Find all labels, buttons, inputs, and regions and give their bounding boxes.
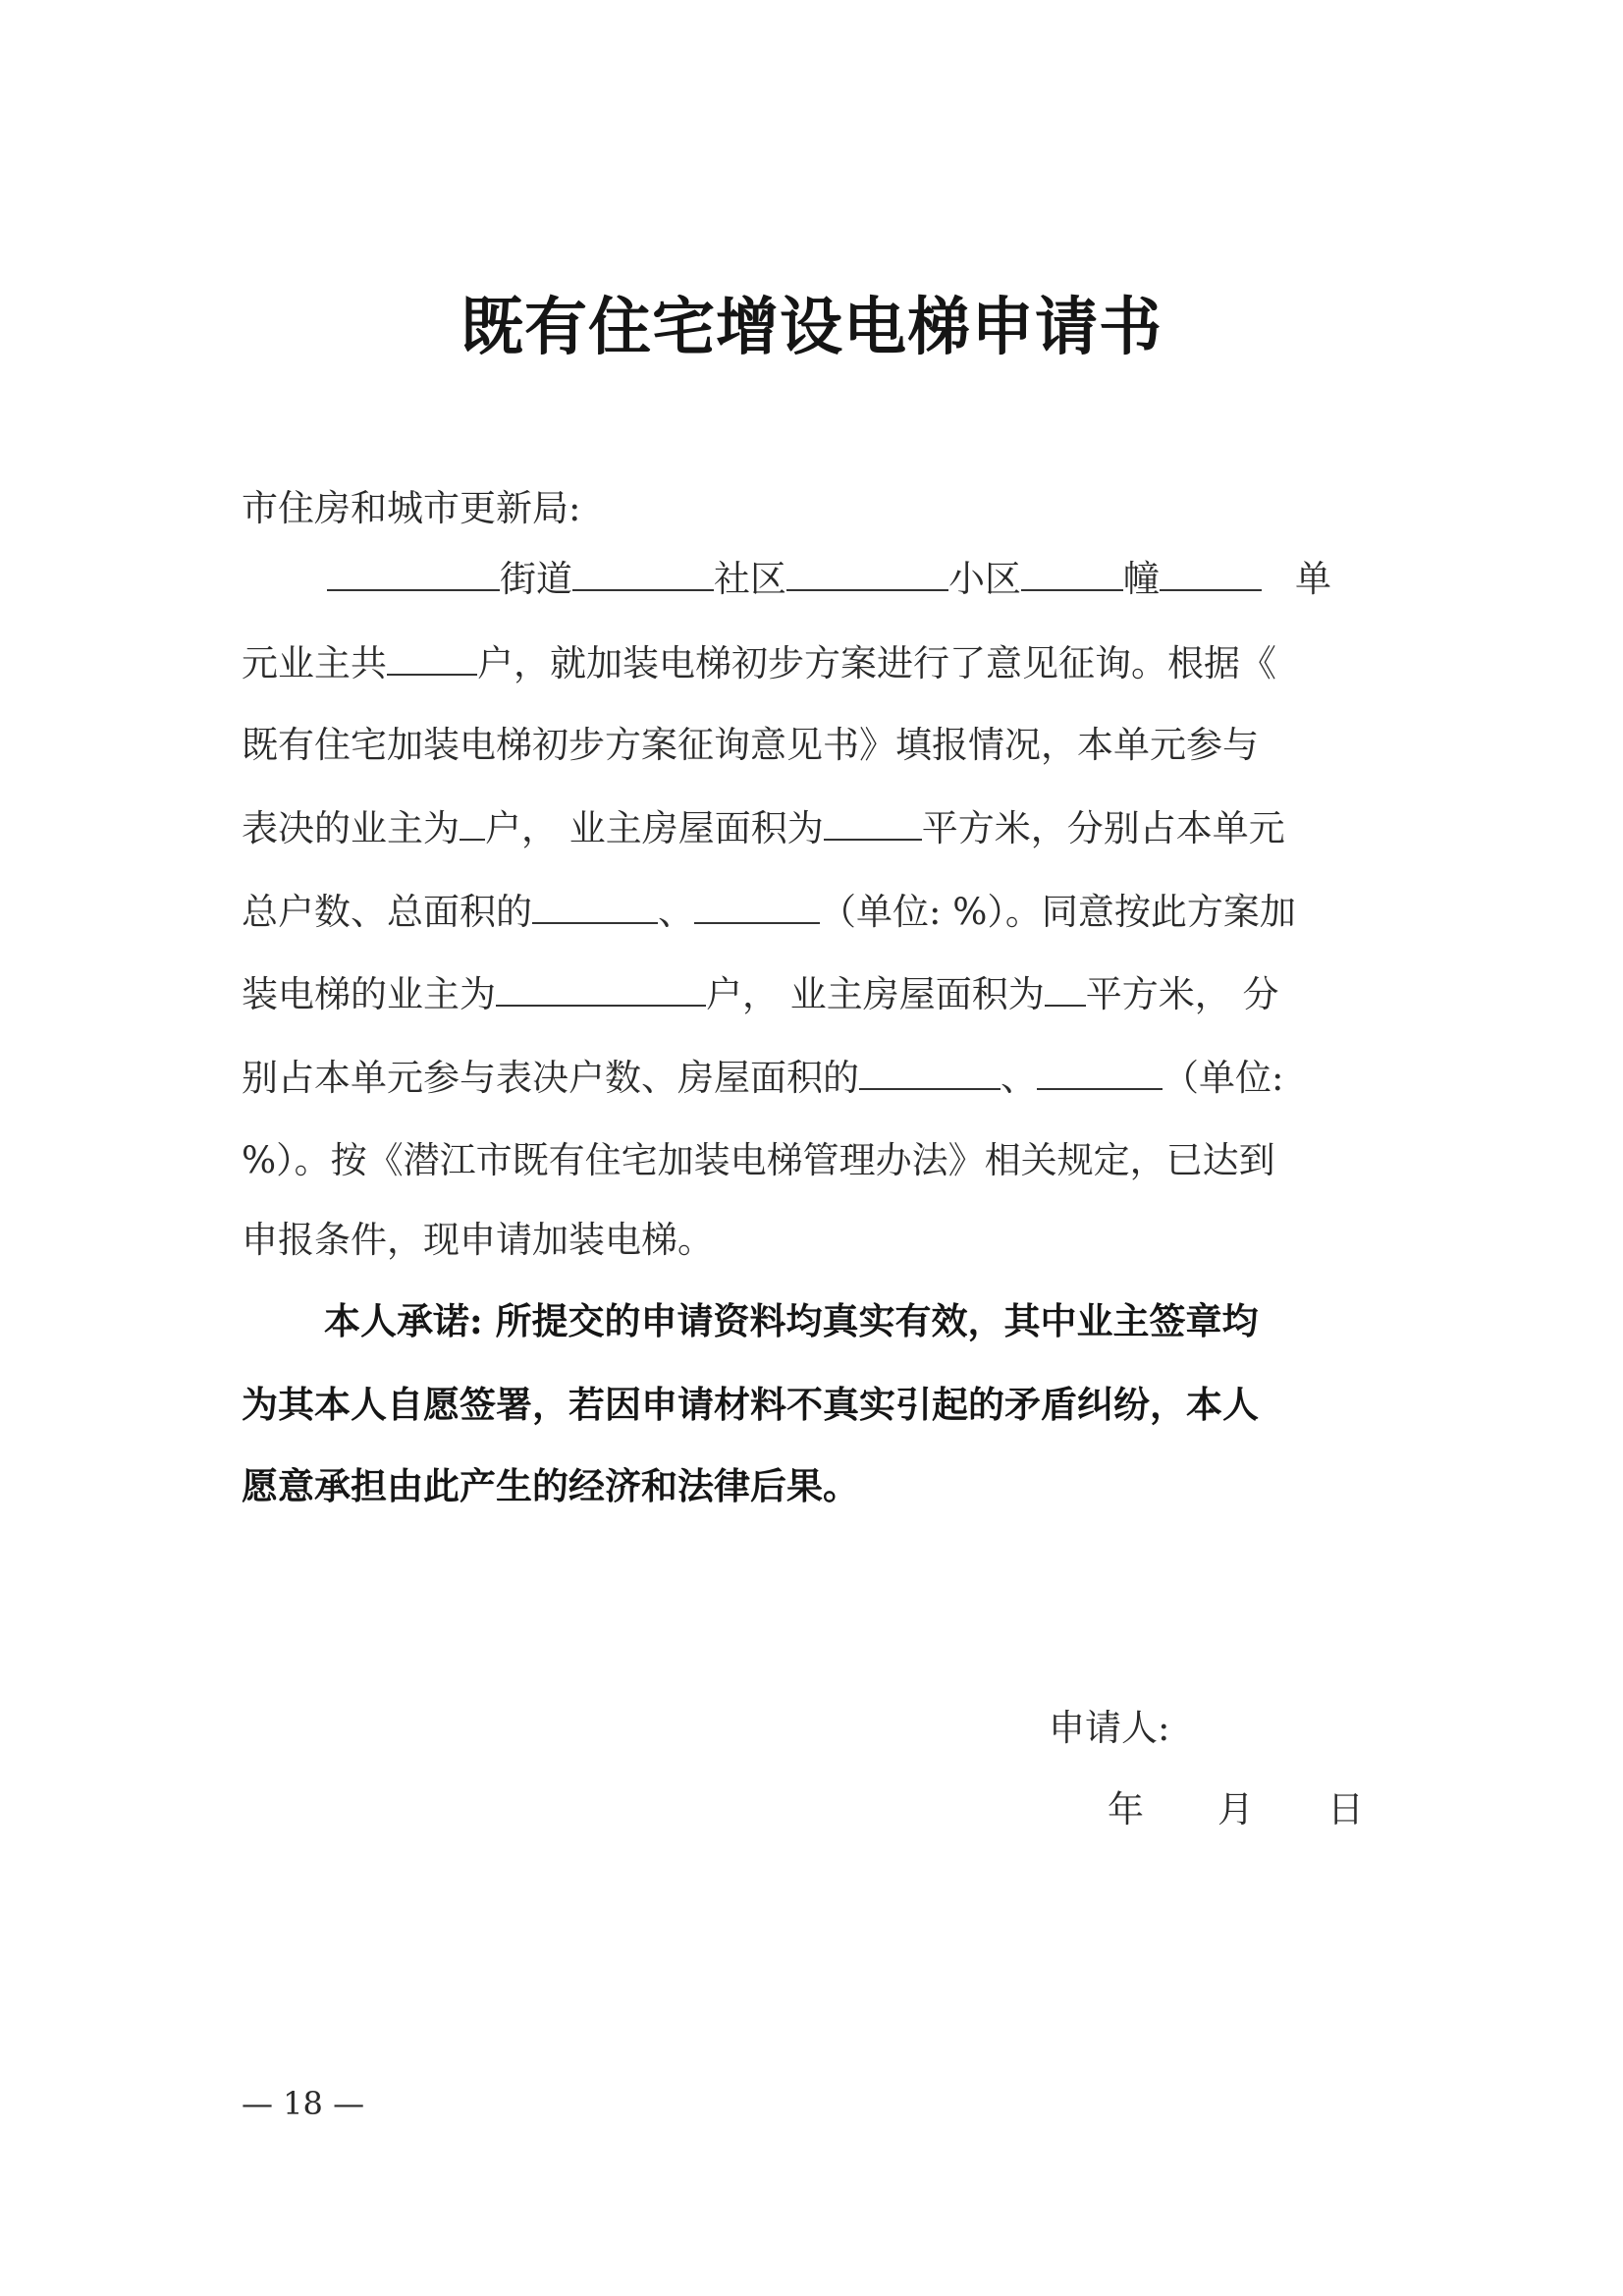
- pledge-line-1: 本人承诺: 所提交的申请资料均真实有效，其中业主签章均: [324, 1299, 1259, 1342]
- body-line-9: 申报条件，现申请加装电梯。: [242, 1219, 714, 1261]
- body-line-1: [327, 554, 1331, 604]
- text-agreeing-share: 平方米， 分: [1085, 973, 1279, 1015]
- blank-agreeing-area[interactable]: [1045, 969, 1086, 1007]
- blank-unit[interactable]: [1160, 554, 1262, 591]
- text-separator-2: 、: [1001, 1057, 1037, 1099]
- signature-month: 月: [1217, 1788, 1254, 1831]
- blank-voting-households[interactable]: [460, 803, 485, 841]
- addressee: 市住房和城市更新局:: [242, 487, 581, 529]
- body-line-7: [242, 1053, 1283, 1103]
- blank-agreeing-households[interactable]: [496, 969, 706, 1007]
- body-line-8: %）。按《潜江市既有住宅加装电梯管理办法》相关规定，已达到: [242, 1139, 1275, 1181]
- pledge-line-3: 愿意承担由此产生的经济和法律后果。: [242, 1464, 859, 1507]
- text-unit: 单: [1295, 558, 1331, 600]
- text-voting-area-label: 户， 业主房屋面积为: [485, 807, 824, 849]
- blank-participant-area-percent[interactable]: [1037, 1053, 1163, 1090]
- text-building: 幢: [1123, 558, 1160, 600]
- text-voting-owners: 表决的业主为: [242, 807, 460, 849]
- page-number: — 18 —: [242, 2085, 365, 2122]
- signature-year: 年: [1108, 1788, 1144, 1831]
- text-owners-total: 元业主共: [242, 642, 387, 684]
- pledge-line-2: 为其本人自愿签署，若因申请材料不真实引起的矛盾纠纷，本人: [242, 1383, 1259, 1426]
- blank-street[interactable]: [327, 554, 500, 591]
- blank-area-percent[interactable]: [694, 887, 820, 924]
- text-street: 街道: [500, 558, 572, 600]
- body-line-3: 既有住宅加装电梯初步方案征询意见书》填报情况，本单元参与: [242, 724, 1259, 766]
- body-line-4: [242, 803, 1285, 853]
- text-separator: 、: [658, 891, 694, 933]
- text-residential-area: 小区: [948, 558, 1021, 600]
- body-line-2: [242, 638, 1276, 688]
- text-participant-share: 别占本单元参与表决户数、房屋面积的: [242, 1057, 859, 1099]
- blank-participant-household-percent[interactable]: [859, 1053, 1001, 1090]
- signature-label: 申请人:: [1049, 1707, 1170, 1749]
- text-agreeing-area-label: 户， 业主房屋面积为: [706, 973, 1045, 1015]
- document-title: 既有住宅增设电梯申请书: [460, 291, 1163, 364]
- text-unit-label: （单位:: [1163, 1057, 1284, 1099]
- blank-voting-area[interactable]: [824, 803, 922, 841]
- text-community: 社区: [714, 558, 786, 600]
- body-line-5: [242, 887, 1296, 937]
- text-agree: （单位: %）。同意按此方案加: [820, 891, 1296, 933]
- blank-household-percent[interactable]: [532, 887, 658, 924]
- text-total-share: 总户数、总面积的: [242, 891, 532, 933]
- text-consultation: 户，就加装电梯初步方案进行了意见征询。根据《: [477, 642, 1276, 684]
- text-voting-share: 平方米，分别占本单元: [921, 807, 1285, 849]
- blank-residential-area[interactable]: [786, 554, 948, 591]
- text-agreeing-owners: 装电梯的业主为: [242, 973, 496, 1015]
- signature-day: 日: [1327, 1788, 1364, 1831]
- blank-household-count[interactable]: [387, 638, 477, 676]
- blank-building[interactable]: [1021, 554, 1123, 591]
- blank-community[interactable]: [572, 554, 714, 591]
- body-line-6: [242, 969, 1279, 1019]
